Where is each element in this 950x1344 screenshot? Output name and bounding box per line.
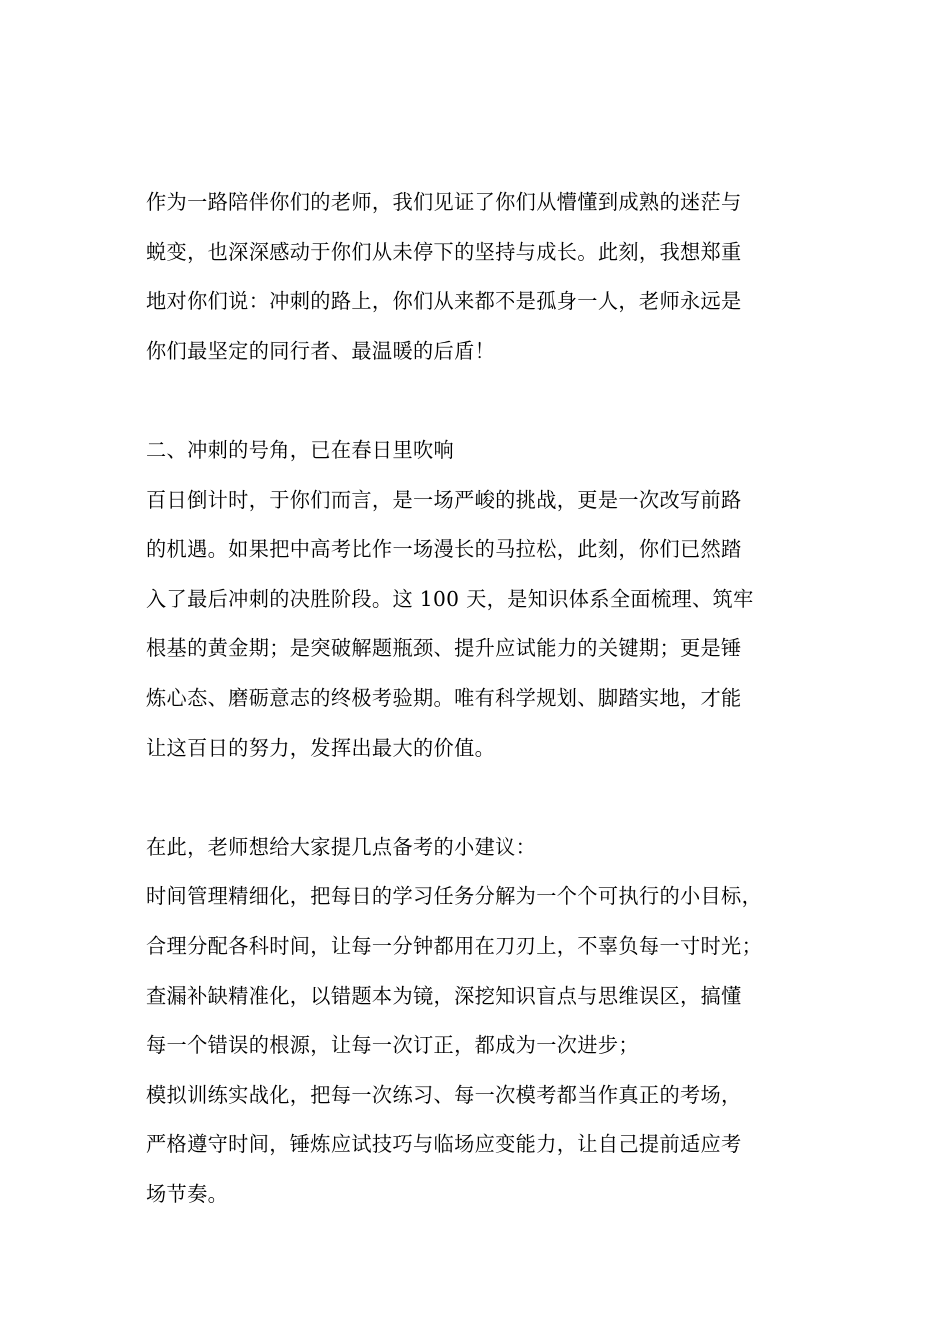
text-line: 根基的黄金期；是突破解题瓶颈、提升应试能力的关键期；更是锤 [146,636,742,661]
text-line: 时间管理精细化，把每日的学习任务分解为一个个可执行的小目标， [146,884,763,909]
text-line: 蜕变，也深深感动于你们从未停下的坚持与成长。此刻，我想郑重 [146,239,742,264]
text-line: 百日倒计时，于你们而言，是一场严峻的挑战，更是一次改写前路 [146,487,742,512]
text-line: 炼心态、磨砺意志的终极考验期。唯有科学规划、脚踏实地，才能 [146,685,742,710]
paragraph-spacer [146,773,818,823]
text-line: 每一个错误的根源，让每一次订正，都成为一次进步； [146,1033,639,1058]
text-line: 严格遵守时间，锤炼应试技巧与临场应变能力，让自己提前适应考 [146,1132,742,1157]
text-line: 合理分配各科时间，让每一分钟都用在刀刃上，不辜负每一寸时光； [146,933,763,958]
advice-intro: 在此，老师想给大家提几点备考的小建议： [146,834,537,859]
advice-list [146,872,818,1219]
text-line: 作为一路陪伴你们的老师，我们见证了你们从懵懂到成熟的迷茫与 [146,190,742,214]
text-line: 场节奏。 [146,1181,229,1206]
text-line: 查漏补缺精准化，以错题本为镜，深挖知识盲点与思维误区，搞懂 [146,983,742,1008]
paragraph-hundred-days [146,476,818,774]
paragraph-teacher-companionship [146,178,818,376]
text-line: 地对你们说：冲刺的路上，你们从来都不是孤身一人，老师永远是 [146,289,742,314]
section-heading: 二、冲刺的号角，已在春日里吹响 [146,437,455,462]
text-line: 入了最后冲刺的决胜阶段。这 100 天，是知识体系全面梳理、筑牢 [146,586,754,611]
text-line: 让这百日的努力，发挥出最大的价值。 [146,735,496,760]
text-line: 的机遇。如果把中高考比作一场漫长的马拉松，此刻，你们已然踏 [146,537,742,562]
text-line: 你们最坚定的同行者、最温暖的后盾！ [146,338,496,363]
document-body [146,178,818,1219]
paragraph-spacer [146,376,818,426]
text-line: 模拟训练实战化，把每一次练习、每一次模考都当作真正的考场， [146,1082,742,1107]
